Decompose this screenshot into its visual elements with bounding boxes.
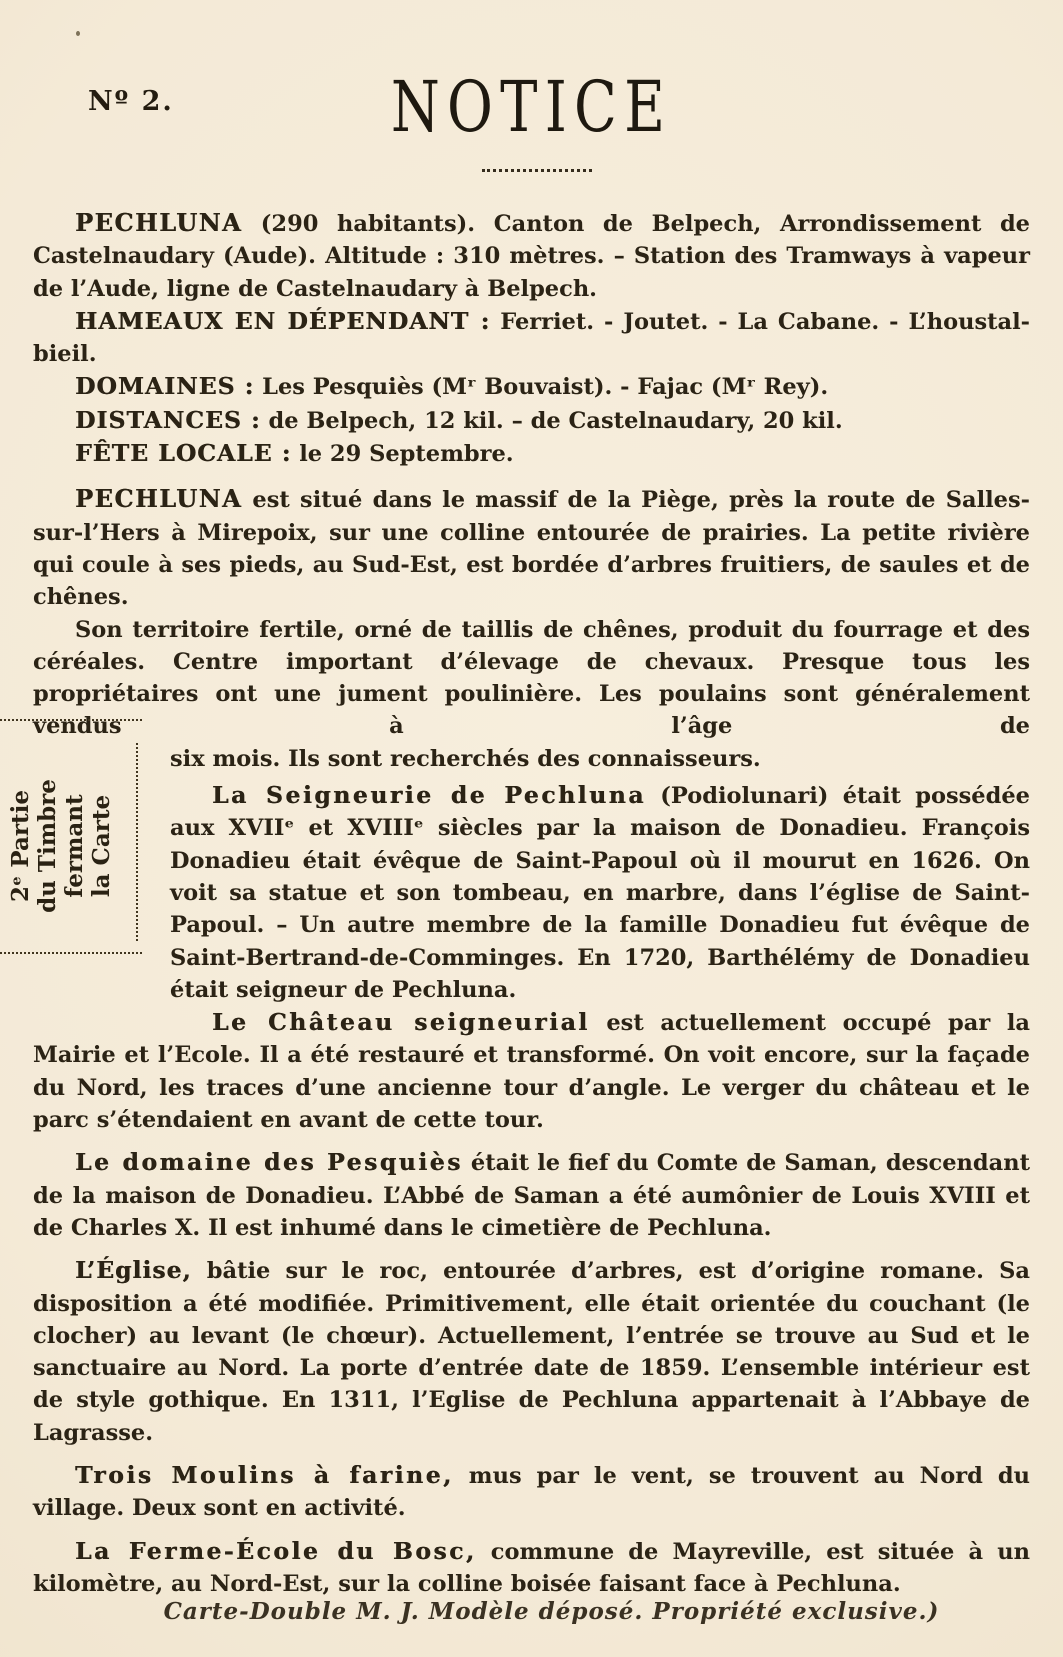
- notice-body: [0, 207, 1063, 1600]
- hameaux-text: Ferriet. - Joutet. - La Cabane. - L’houstal-bieil.: [33, 308, 1030, 368]
- situation-text: est situé dans le massif de la Piège, près la route de Salles-sur-l’Hers à Mirepoix, sur une colline entourée de prairies. La petite rivière qui coule à ses pieds, au Sud-Est, est bordée d’arbres fruitiers, de saules et de chênes.: [33, 487, 1030, 611]
- stamp-box-bottom-dotted-line: [0, 952, 142, 954]
- chateau-lead: Le Château seigneurial: [212, 1008, 590, 1037]
- paragraph-domaine-pesquies: [33, 1146, 1030, 1244]
- fete-text: le 29 Septembre.: [291, 441, 514, 468]
- paragraph-territoire: [33, 614, 1030, 743]
- card-number: Nº 2.: [88, 86, 174, 117]
- paragraph-fete-locale: [33, 437, 1030, 470]
- ink-speck: [76, 31, 80, 36]
- fete-lead: FÊTE LOCALE :: [75, 439, 292, 468]
- imprint-footer: Carte-Double M. J. Modèle déposé. Propriété exclusive.): [163, 1598, 940, 1625]
- paragraph-seigneurie: [33, 779, 1030, 1006]
- intro-text: (290 habitants). Canton de Belpech, Arrondissement de Castelnaudary (Aude). Altitude : 310 mètres. – Station des Tramways à vapeur de l’Aude, ligne de Castelnaudary à Belpech.: [33, 211, 1030, 302]
- page-title: NOTICE: [390, 66, 673, 148]
- territoire-suite-text: six mois. Ils sont recherchés des connaisseurs.: [170, 745, 761, 772]
- seigneurie-lead: La Seigneurie de Pechluna: [212, 781, 646, 810]
- distances-lead: DISTANCES :: [75, 405, 261, 434]
- stamp-caption-line-4: la Carte: [88, 794, 115, 898]
- eglise-lead: L’Église,: [75, 1256, 192, 1285]
- situation-lead: PECHLUNA: [75, 484, 243, 514]
- ferme-ecole-text: commune de Mayreville, est située à un kilomètre, au Nord-Est, sur la colline boisée faisant face à Pechluna.: [33, 1538, 1030, 1597]
- eglise-text: bâtie sur le roc, entourée d’arbres, est d’origine romane. Sa disposition a été modifiée. Primitivement, elle était orientée du couchant (le clocher) au levant (le chœur). Actuellement, l’entrée se trouve au Sud et le sanctuaire au Nord. La porte d’entrée date de 1859. L’ensemble intérieur est de style gothique. En 1311, l’Eglise de Pechluna appartenait à l’Abbaye de Lagrasse.: [33, 1258, 1030, 1446]
- stamp-box-right-dotted-line: [136, 743, 138, 941]
- moulins-text: mus par le vent, se trouvent au Nord du village. Deux sont en activité.: [33, 1462, 1030, 1522]
- stamp-caption-line-1: 2ᵉ Partie: [7, 790, 34, 902]
- paragraph-eglise: [33, 1254, 1030, 1449]
- domaines-lead: DOMAINES :: [75, 372, 255, 401]
- paragraph-intro: [33, 207, 1030, 305]
- moulins-lead: Trois Moulins à farine,: [75, 1460, 454, 1489]
- paragraph-situation: [33, 483, 1030, 613]
- paragraph-domaines: [33, 370, 1030, 403]
- paragraph-chateau: [33, 1006, 1030, 1136]
- seigneurie-text: (Podiolunari) était possédée aux XVIIᵉ et XVIIIᵉ siècles par la maison de Donadieu. François Donadieu était évêque de Saint-Papoul où il mourut en 1626. On voit sa statue et son tombeau, en marbre, dans l’église de Saint-Papoul. – Un autre membre de la famille Donadieu fut évêque de Saint-Bertrand-de-Comminges. En 1720, Barthélémy de Donadieu était seigneur de Pechluna.: [170, 783, 1030, 1003]
- territoire-text: Son territoire fertile, orné de taillis de chênes, produit du fourrage et des céréales. Centre important d’élevage de chevaux. Presque tous les propriétaires ont une jument poulinière. Les poulains sont généralement vendus à l’âge de: [33, 616, 1030, 740]
- distances-text: de Belpech, 12 kil. – de Castelnaudary, 20 kil.: [260, 407, 843, 434]
- stamp-box-top-dotted-line: [0, 719, 142, 721]
- paragraph-ferme-ecole: [33, 1535, 1030, 1601]
- stamp-caption-line-2: du Timbre: [34, 779, 61, 913]
- paragraph-hameaux: [33, 305, 1030, 371]
- hameaux-lead: HAMEAUX EN DÉPENDANT :: [75, 306, 491, 335]
- stamp-fold-caption: [7, 741, 117, 951]
- paragraph-distances: [33, 404, 1030, 437]
- title-divider-dots: [482, 169, 592, 172]
- stamp-caption-line-3: fermant: [61, 794, 88, 898]
- ferme-ecole-lead: La Ferme-École du Bosc,: [75, 1536, 477, 1565]
- domaine-pesquies-lead: Le domaine des Pesquiès: [75, 1148, 463, 1177]
- paragraph-moulins: [33, 1459, 1030, 1525]
- paragraph-territoire-suite: [33, 743, 1030, 775]
- domaines-text: Les Pesquiès (Mʳ Bouvaist). - Fajac (Mʳ Rey).: [254, 374, 829, 401]
- chateau-text: est actuellement occupé par la Mairie et l’Ecole. Il a été restauré et transformé. On voit encore, sur la façade du Nord, les traces d’une ancienne tour d’angle. Le verger du château et le parc s’étendaient en avant de cette tour.: [33, 1010, 1030, 1134]
- intro-lead: PECHLUNA: [75, 208, 243, 237]
- domaine-pesquies-text: était le fief du Comte de Saman, descendant de la maison de Donadieu. L’Abbé de Saman a été aumônier de Louis XVIII et de Charles X. Il est inhumé dans le cimetière de Pechluna.: [33, 1150, 1030, 1241]
